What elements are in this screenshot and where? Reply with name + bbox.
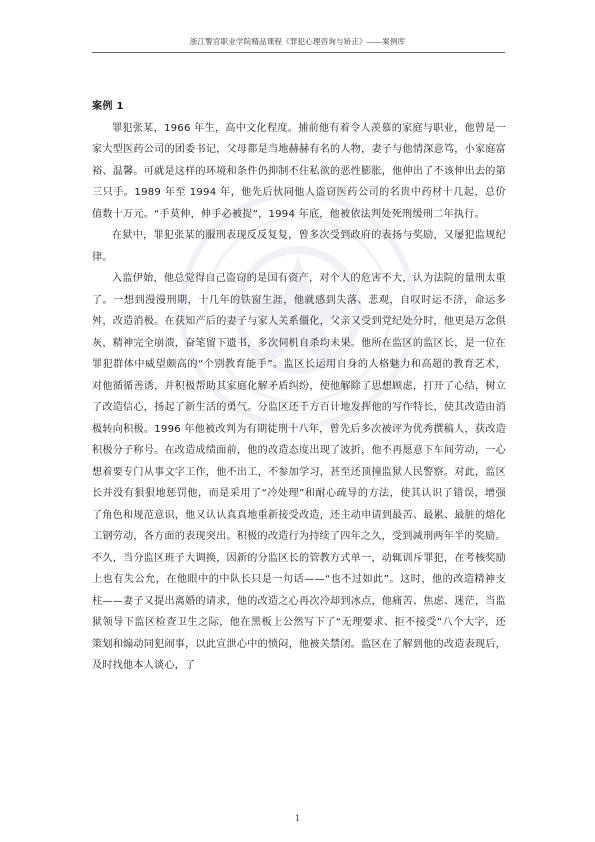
- case-title: 案例 1: [92, 101, 124, 112]
- page-number: 1: [294, 814, 301, 823]
- paragraph-relapse: 不久，当分监区班子大调换，因新的分监区长的管教方式单一，动辄训斥罪犯，在考核奖励上也有失公允，在他眼中的中队长只是一句话——“也不过如此”。这时，他的改造精神支柱——妻子又提出离婚的请求，他的改造之心再次冷却到冰点，他痛苦、焦虑、迷茫，当监狱领导下监区检查卫生之际，他在黑板上公然写下了“无理要求、拒不接受”八个大字，还策划和煽动同犯闹事，以此宣泄心中的愤闷，他被关禁闭。监区在了解到他的改造表现后，及时找他本人谈心，了: [92, 552, 506, 671]
- paragraph-case-background: 罪犯张某，1966 年生，高中文化程度。捕前他有着令人羡慕的家庭与职业，他曾是一家大型医药公司的团委书记，父母都是当地赫赫有名的人物，妻子与他情深意笃，小家庭富裕、温馨。可就是这样的环境和条件仍抑制不住私欲的恶性膨胀，他伸出了不该伸出去的第三只手。1989 年至 1994 年，他先后伙同他人盗窃医药公司的名贵中药材十几起，总价值数十万元。“手莫伸，伸手必被捉”，1994 年底，他被依法判处死刑缓刑二年执行。: [92, 122, 506, 220]
- document-body: [92, 96, 506, 677]
- running-header: 浙江警官职业学院精品课程《罪犯心理咨询与矫正》――案例库: [189, 37, 406, 46]
- header-rule: [92, 52, 505, 53]
- paragraph-early-incarceration: 入监伊始，他总觉得自己盗窃的是国有资产，对个人的危害不大，认为法院的量刑太重了。一想到漫漫刑期，十几年的铁窗生涯，他就感到失落、悲观，自叹时运不济，命运多舛，改造消极。在获知产后的妻子与家人关系僵化，父亲又受到党纪处分时，他更是万念俱灰，精神完全崩溃，奋笔留下遗书，多次伺机自杀均未果。他所在监区的监区长，是一位在罪犯群体中威望颇高的“个别教育能手”。监区长运用自身的人格魅力和高超的教育艺术，对他循循善诱，并积极帮助其家庭化解矛盾纠纷，使他解除了思想顾虑，打开了心结，树立了改造信心，扬起了新生活的勇气。分监区还千方百计地发挥他的写作特长，使其改造由消极转向积极。1996 年他被改判为有期徒刑十八年，曾先后多次被评为优秀撰稿人，获改造积极分子称号。在改造成绩面前，他的改造态度出现了波折，他不再愿意下车间劳动，一心想着要专门从事文字工作，他不出工，不参加学习，甚至还顶撞监狱人民警察。对此，监区长并没有狠狠地惩罚他，而是采用了“冷处理”和耐心疏导的方法，使其认识了错误，增强了角色和规范意识，他又认认真真地重新接受改造，还主动申请到最苦、最累、最脏的熔化工钢劳动，各方面的表现突出。积极的改造行为持续了四年之久，受到减刑两年半的奖励。: [92, 273, 506, 542]
- paragraph-prison-behavior: 在狱中，罪犯张某的服刑表现反反复复，曾多次受到政府的表扬与奖励，又屡犯监规纪律。: [92, 230, 506, 263]
